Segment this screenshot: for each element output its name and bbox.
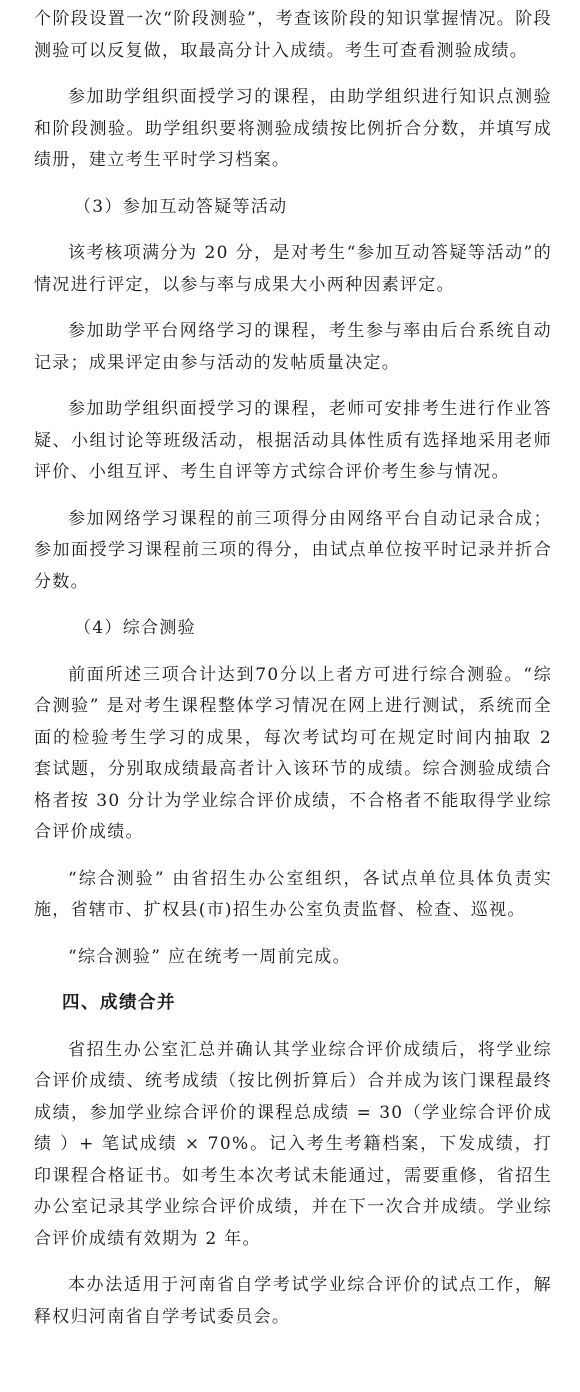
section-heading-score-merge: 四、成绩合并 <box>62 993 176 1013</box>
paragraph-score-merge-rules: 省招生办公室汇总并确认其学业综合评价成绩后，将学业综合评价成绩、统考成绩（按比例折算后）合并成为该门课程最终成绩，参加学业综合评价的课程总成绩 = 30（学业综合评价成绩 ）+ 笔试成绩 × 70%。记入考生考籍档案，下发成绩，打印课程合格证书。如考生本次考试未能通过，需要重修，省招生办公室记录其学业综合评价成绩，并在下一次合并成绩。学业综合评价成绩有效期为 2 年。 <box>34 1039 552 1249</box>
paragraph-test-organization: “综合测验” 由省招生办公室组织，各试点单位具体负责实施，省辖市、扩权县(市)招生办公室负责监督、检查、巡视。 <box>34 868 552 920</box>
paragraph-test-deadline: “综合测验” 应在统考一周前完成。 <box>68 946 351 967</box>
subheading-interactive-activities: （3）参加互动答疑等活动 <box>74 196 288 217</box>
paragraph-class-activities: 参加助学组织面授学习的课程，老师可安排考生进行作业答疑、小组讨论等班级活动，根据活动具体性质有选择地采用老师评价、小组互评、考生自评等方式综合评价考生参与情况。 <box>34 399 552 482</box>
paragraph-applicability: 本办法适用于河南省自学考试学业综合评价的试点工作，解释权归河南省自学考试委员会。 <box>34 1275 552 1327</box>
paragraph-online-participation: 参加助学平台网络学习的课程，考生参与率由后台系统自动记录；成果评定由参与活动的发帖质量决定。 <box>34 321 552 373</box>
paragraph-stage-test: 个阶段设置一次“阶段测验”，考查该阶段的知识掌握情况。阶段测验可以反复做，取最高分计入成绩。考生可查看测验成绩。 <box>34 9 552 61</box>
paragraph-comprehensive-test-rules: 前面所述三项合计达到70分以上者方可进行综合测验。“综合测验” 是对考生课程整体学习情况在网上进行测试，系统而全面的检验考生学习的成果，每次考试均可在规定时间内抽取 2 套试题，分别取成绩最高者计入该环节的成绩。综合测验成绩合格者按 30 分计为学业综合评价成绩，不合格者不能取得学业综合评价成绩。 <box>34 664 552 842</box>
paragraph-activity-score: 该考核项满分为 20 分，是对考生“参加互动答疑等活动”的情况进行评定，以参与率与成果大小两种因素评定。 <box>34 243 552 295</box>
subheading-comprehensive-test: （4）综合测验 <box>74 618 196 638</box>
paragraph-face-to-face-tests: 参加助学组织面授学习的课程，由助学组织进行知识点测验和阶段测验。助学组织要将测验成绩按比例折合分数，并填写成绩册，建立考生平时学习档案。 <box>34 87 552 170</box>
paragraph-score-synthesis: 参加网络学习课程的前三项得分由网络平台自动记录合成；参加面授学习课程前三项的得分，由试点单位按平时记录并折合分数。 <box>34 508 552 592</box>
